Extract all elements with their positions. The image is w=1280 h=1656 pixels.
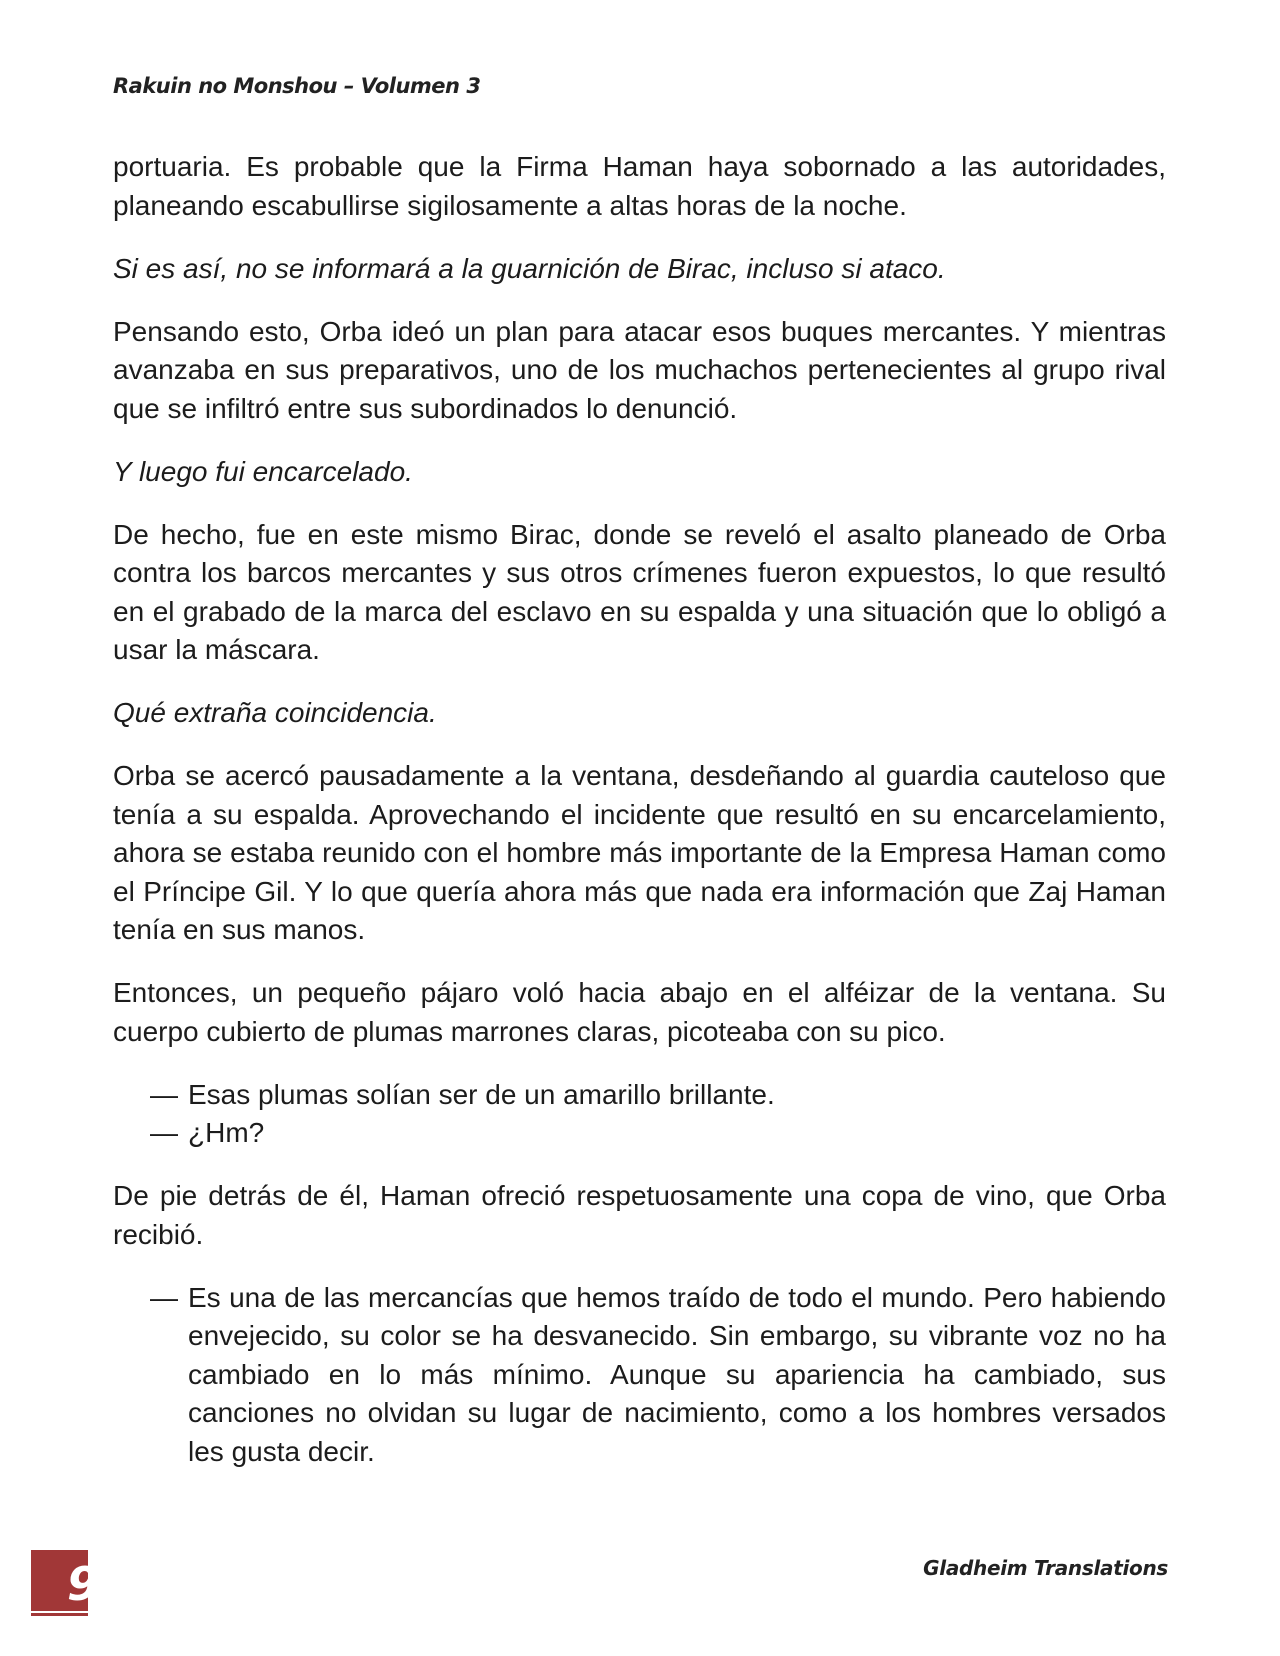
- dialogue-text: Esas plumas solían ser de un amarillo brillante.: [188, 1078, 775, 1110]
- dialogue-group: [113, 1279, 1166, 1472]
- paragraph: De hecho, fue en este mismo Birac, donde se reveló el asalto planeado de Orba contra los barcos mercantes y sus otros crímenes fueron expuestos, lo que resultó en el grabado de la marca del esclavo en su espalda y una situación que lo obligó a usar la máscara.: [113, 518, 1166, 665]
- dialogue-line: [113, 1279, 1166, 1472]
- paragraph: Orba se acercó pausadamente a la ventana, desdeñando al guardia cauteloso que tenía a su espalda. Aprovechando el incidente que resultó en su encarcelamiento, ahora se estaba reunido con el hombre más importante de la Empresa Haman como el Príncipe Gil. Y lo que quería ahora más que nada era información que Zaj Haman tenía en sus manos.: [113, 760, 1166, 945]
- italic-thought: Qué extraña coincidencia.: [113, 697, 437, 728]
- page-number-underline: [31, 1611, 88, 1613]
- page-number-badge: [31, 1550, 100, 1616]
- dialogue-dash: —: [150, 1281, 178, 1313]
- paragraph: Entonces, un pequeño pájaro voló hacia abajo en el alféizar de la ventana. Su cuerpo cubierto de plumas marrones claras, picoteaba con su pico.: [113, 977, 1166, 1047]
- paragraph: De pie detrás de él, Haman ofreció respetuosamente una copa de vino, que Orba recibió.: [113, 1180, 1166, 1250]
- dialogue-group: [113, 1076, 1166, 1153]
- dialogue-dash: —: [150, 1078, 178, 1110]
- translator-credit: Gladheim Translations: [923, 1556, 1168, 1580]
- italic-thought: Si es así, no se informará a la guarnición de Birac, incluso si ataco.: [113, 252, 946, 284]
- dialogue-dash: —: [150, 1117, 178, 1148]
- italic-thought: Y luego fui encarcelado.: [113, 455, 413, 487]
- dialogue-line: [113, 1076, 1166, 1115]
- dialogue-text: Es una de las mercancías que hemos traído de todo el mundo. Pero habiendo envejecido, su color se ha desvanecido. Sin embargo, su vibrante voz no ha cambiado en lo más mínimo. Aunque su apariencia ha cambiado, sus canciones no olvidan su lugar de nacimiento, como a los hombres versados les gusta decir.: [188, 1281, 1166, 1467]
- paragraph: portuaria. Es probable que la Firma Haman haya sobornado a las autoridades, planeando escabullirse sigilosamente a altas horas de la noche.: [113, 151, 1166, 221]
- dialogue-text: ¿Hm?: [188, 1117, 265, 1148]
- paragraph: Pensando esto, Orba ideó un plan para atacar esos buques mercantes. Y mientras avanzaba en sus preparativos, uno de los muchachos pertenecientes al grupo rival que se infiltró entre sus subordinados lo denunció.: [113, 315, 1166, 424]
- document-header-title: Rakuin no Monshou – Volumen 3: [113, 74, 481, 98]
- dialogue-line: [113, 1114, 1166, 1153]
- document-body: [113, 148, 1166, 1496]
- page-number: 9: [67, 1557, 100, 1611]
